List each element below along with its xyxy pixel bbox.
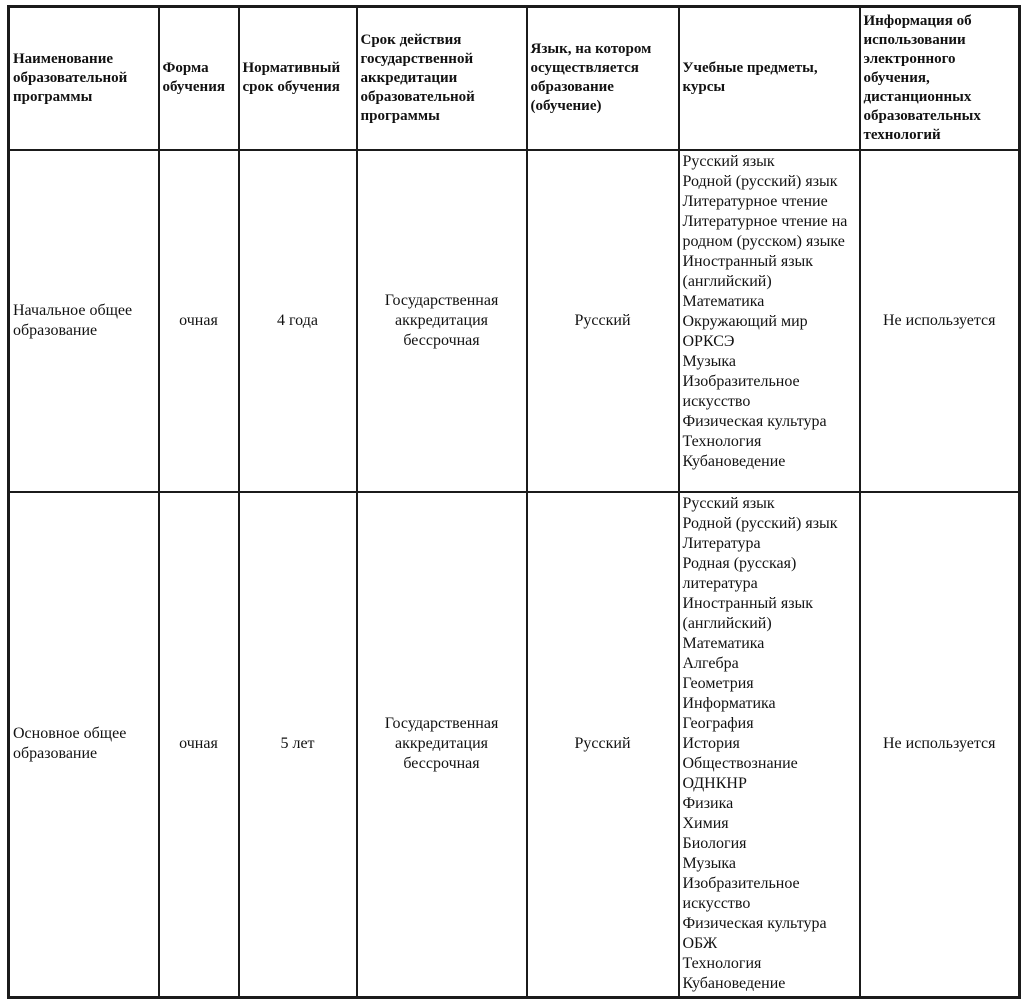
subject-item: Изобразительное искусство [682,372,800,410]
header-elearning-info: Информация об использовании электронного обучения, дистанционных образовательных технологий [860,7,1020,150]
subject-item: Иностранный язык (английский) [682,594,814,632]
subject-item: Окружающий мир [682,312,808,330]
subject-item: Геометрия [682,674,754,692]
subject-item: Информатика [682,694,776,712]
elearning-cell: Не используется [860,150,1020,492]
subject-item: Изобразительное искусство [682,874,800,912]
subject-item: Литература [682,534,761,552]
subject-item: Иностранный язык (английский) [682,252,814,290]
header-normative-duration: Нормативный срок обучения [239,7,357,150]
subject-item: Кубановедение [682,974,786,992]
subject-item: Математика [682,292,765,310]
header-accreditation-term: Срок действия государственной аккредитации образовательной программы [357,7,527,150]
subject-item: ОДНКНР [682,774,747,792]
subject-item: Физическая культура [682,914,827,932]
subject-item: Кубановедение [682,452,786,470]
subject-item: Алгебра [682,654,739,672]
table-row-primary-education [9,150,1020,492]
subject-item: История [682,734,740,752]
subjects-cell [679,150,860,492]
subject-item: Родная (русская) литература [682,554,797,592]
accreditation-cell: Государственная аккредитация бессрочная [357,150,527,492]
table-header-row [9,7,1020,150]
subject-item: Родной (русский) язык [682,172,838,190]
header-language: Язык, на котором осуществляется образование (обучение) [527,7,679,150]
language-cell: Русский [527,150,679,492]
language-cell: Русский [527,492,679,998]
education-form-cell: очная [159,150,239,492]
accreditation-cell: Государственная аккредитация бессрочная [357,492,527,998]
duration-cell: 4 года [239,150,357,492]
program-name-cell: Начальное общее образование [9,150,159,492]
subject-item: Русский язык [682,152,775,170]
subject-item: Русский язык [682,494,775,512]
education-form-cell: очная [159,492,239,998]
subject-item: ОБЖ [682,934,718,952]
header-program-name: Наименование образовательной программы [9,7,159,150]
subjects-cell [679,492,860,998]
subject-item: Обществознание [682,754,798,772]
education-programs-table [7,5,1021,999]
subject-item: Литературное чтение [682,192,828,210]
subject-item: Биология [682,834,747,852]
subject-item: Математика [682,634,765,652]
subject-item: Физика [682,794,734,812]
elearning-cell: Не используется [860,492,1020,998]
header-subjects: Учебные предметы, курсы [679,7,860,150]
subject-item: Химия [682,814,729,832]
duration-cell: 5 лет [239,492,357,998]
program-name-cell: Основное общее образование [9,492,159,998]
subject-item: Литературное чтение на родном (русском) языке [682,212,848,250]
subject-item: Родной (русский) язык [682,514,838,532]
subject-item: Физическая культура [682,412,827,430]
table-row-basic-education [9,492,1020,998]
subject-item: Технология [682,954,762,972]
subject-item: Музыка [682,352,737,370]
subject-item: ОРКСЭ [682,332,735,350]
header-education-form: Форма обучения [159,7,239,150]
subject-item: Технология [682,432,762,450]
subject-item: География [682,714,754,732]
subject-item: Музыка [682,854,737,872]
